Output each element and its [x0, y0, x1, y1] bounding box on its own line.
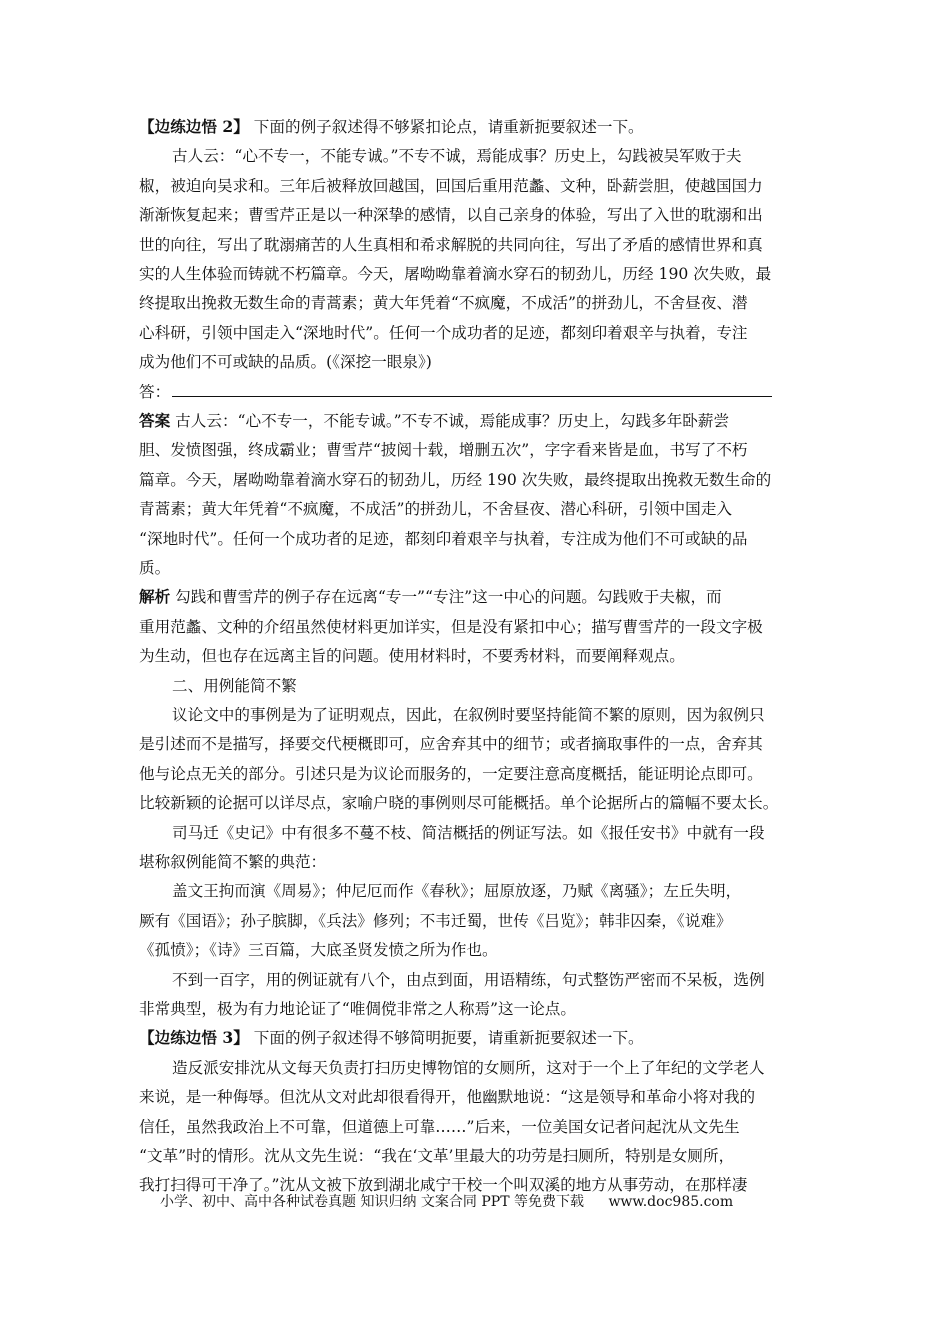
text-line	[139, 176, 815, 196]
text-run: 下面的例子叙述得不够紧扣论点，请重新扼要叙述一下。	[248, 118, 644, 136]
text-run: “文革”时的情形。沈从文先生说：“我在‘文革’里最大的功劳是扫厕所，特别是女厕所，	[139, 1147, 735, 1165]
text-line	[172, 1058, 815, 1078]
text-run: 我打扫得可干净了。”沈从文被下放到湖北咸宁干校一个叫双溪的地方从事劳动，在那样凄	[139, 1176, 748, 1195]
text-line	[139, 1028, 815, 1048]
text-line	[139, 293, 815, 313]
text-line	[139, 940, 815, 960]
section-label: 答案	[139, 411, 171, 430]
text-line	[139, 411, 815, 431]
text-line	[172, 676, 815, 696]
text-line	[139, 499, 815, 519]
text-run: 勾践和曹雪芹的例子存在远离“专一”“专注”这一中心的问题。勾践败于夫椒，而	[170, 588, 722, 607]
text-run: 造反派安排沈从文每天负责打扫历史博物馆的女厕所，这对于一个上了年纪的文学老人	[172, 1058, 765, 1077]
text-line	[139, 793, 815, 813]
text-line	[139, 117, 815, 137]
footer-url[interactable]: www.doc985.com	[608, 1194, 734, 1210]
text-line	[139, 323, 815, 343]
text-line	[139, 205, 815, 225]
text-run: 比较新颖的论据可以详尽点，家喻户晓的事例则尽可能概括。单个论据所占的篇幅不要太长。	[139, 794, 779, 813]
text-run: 质。	[139, 559, 171, 577]
text-line	[139, 999, 815, 1019]
text-run: “深地时代”。任何一个成功者的足迹，都刻印着艰辛与执着，专注成为他们不可或缺的品	[139, 529, 748, 548]
text-run: 他与论点无关的部分。引述只是为议论而服务的，一定要注意高度概括，能证明论点即可。	[139, 764, 763, 783]
text-run: 为生动，但也存在远离主旨的问题。使用材料时，不要秀材料，而要阐释观点。	[139, 647, 685, 666]
text-line	[139, 264, 815, 284]
text-run: 实的人生体验而铸就不朽篇章。今天，屠呦呦靠着滴水穿石的韧劲儿，历经 190 次失败，最	[139, 265, 772, 283]
text-line	[139, 764, 815, 784]
footer-text: 小学、初中、高中各种试卷真题 知识归纳 文案合同 PPT 等免费下载	[160, 1194, 584, 1210]
text-run: 盖文王拘而演《周易》；仲尼厄而作《春秋》；屈原放逐，乃赋《离骚》；左丘失明，	[172, 882, 742, 901]
text-run: 下面的例子叙述得不够简明扼要，请重新扼要叙述一下。	[248, 1029, 644, 1048]
text-run: 重用范蠡、文种的介绍虽然使材料更加详实，但是没有紧扣中心；描写曹雪芹的一段文字极	[139, 617, 763, 636]
text-line	[139, 911, 815, 931]
text-line	[139, 646, 815, 666]
text-run: 青蒿素；黄大年凭着“不疯魔，不成活”的拼劲儿，不舍昼夜、潜心科研，引领中国走入	[139, 500, 732, 519]
text-line	[139, 1146, 815, 1166]
text-run: 堪称叙例能简不繁的典范：	[139, 853, 327, 871]
section-label: 【边练边悟 2】	[139, 117, 249, 136]
text-line	[139, 558, 815, 578]
text-run: 是引述而不是描写，择要交代梗概即可，应舍弃其中的细节；或者摘取事件的一点，舍弃其	[139, 735, 763, 754]
text-run: 篇章。今天，屠呦呦靠着滴水穿石的韧劲儿，历经 190 次失败，最终提取出挽救无数生命的	[139, 470, 772, 489]
text-line	[139, 440, 815, 460]
text-line	[172, 881, 815, 901]
text-run: 二、用例能简不繁	[172, 676, 297, 695]
text-line	[139, 734, 815, 754]
section-label: 【边练边悟 3】	[139, 1028, 249, 1048]
text-run: 《孤愤》；《诗》三百篇，大底圣贤发愤之所为作也。	[139, 941, 498, 960]
text-run: 胆、发愤图强，终成霸业；曹雪芹“披阅十载，增删五次”，字字看来皆是血，书写了不朽	[139, 441, 748, 460]
text-run: 议论文中的事例是为了证明观点，因此，在叙例时要坚持能简不繁的原则，因为叙例只	[172, 706, 765, 724]
text-line	[139, 235, 815, 255]
text-line	[139, 1117, 815, 1137]
text-line	[172, 823, 815, 843]
text-run: 椒，被迫向吴求和。三年后被释放回越国，回国后重用范蠡、文种，卧薪尝胆，使越国国力	[139, 176, 763, 195]
text-run: 古人云：“心不专一，不能专诚。”不专不诚，焉能成事？历史上，勾践多年卧薪尝	[170, 412, 730, 430]
text-run: 世的向往，写出了耽溺痛苦的人生真相和希求解脱的共同向往，写出了矛盾的感情世界和真	[139, 235, 763, 254]
text-run: 终提取出挽救无数生命的青蒿素；黄大年凭着“不疯魔，不成活”的拼劲儿，不舍昼夜、潜	[139, 294, 748, 313]
text-line	[139, 1087, 815, 1107]
text-run: 答：	[139, 382, 171, 401]
text-line	[139, 382, 815, 402]
text-line	[139, 617, 815, 637]
text-run: 来说，是一种侮辱。但沈从文对此却很看得开，他幽默地说：“这是领导和革命小将对我的	[139, 1088, 756, 1107]
text-run: 司马迁《史记》中有很多不蔓不枝、简洁概括的例证写法。如《报任安书》中就有一段	[172, 823, 765, 842]
text-line	[172, 705, 815, 725]
text-run: 厥有《国语》；孙子膑脚，《兵法》修列；不韦迁蜀，世传《吕览》；韩非囚秦，《说难》	[139, 911, 732, 930]
text-line	[172, 970, 815, 990]
text-run: 渐渐恢复起来；曹雪芹正是以一种深挚的感情，以自己亲身的体验，写出了入世的耽溺和出	[139, 206, 763, 225]
text-line	[139, 587, 815, 607]
text-run: 古人云：“心不专一，不能专诚。”不专不诚，焉能成事？历史上，勾践被吴军败于夫	[172, 147, 742, 166]
text-run: 信任，虽然我政治上不可靠，但道德上可靠……”后来，一位美国女记者问起沈从文先生	[139, 1117, 740, 1136]
section-label: 解析	[139, 587, 171, 607]
text-run: 心科研，引领中国走入“深地时代”。任何一个成功者的足迹，都刻印着艰辛与执着，专注	[139, 323, 748, 342]
text-line	[139, 529, 815, 549]
text-line	[139, 470, 815, 490]
text-run: 非常典型，极为有力地论证了“唯倜傥非常之人称焉”这一论点。	[139, 1000, 576, 1018]
page-footer	[160, 1191, 733, 1211]
text-line	[172, 146, 815, 166]
text-line	[139, 352, 815, 372]
answer-blank[interactable]	[172, 382, 772, 397]
text-run: 不到一百字，用的例证就有八个，由点到面，用语精练，句式整饬严密而不呆板，选例	[172, 970, 765, 989]
text-line	[139, 852, 815, 872]
text-run: 成为他们不可或缺的品质。(《深挖一眼泉》)	[139, 353, 432, 372]
